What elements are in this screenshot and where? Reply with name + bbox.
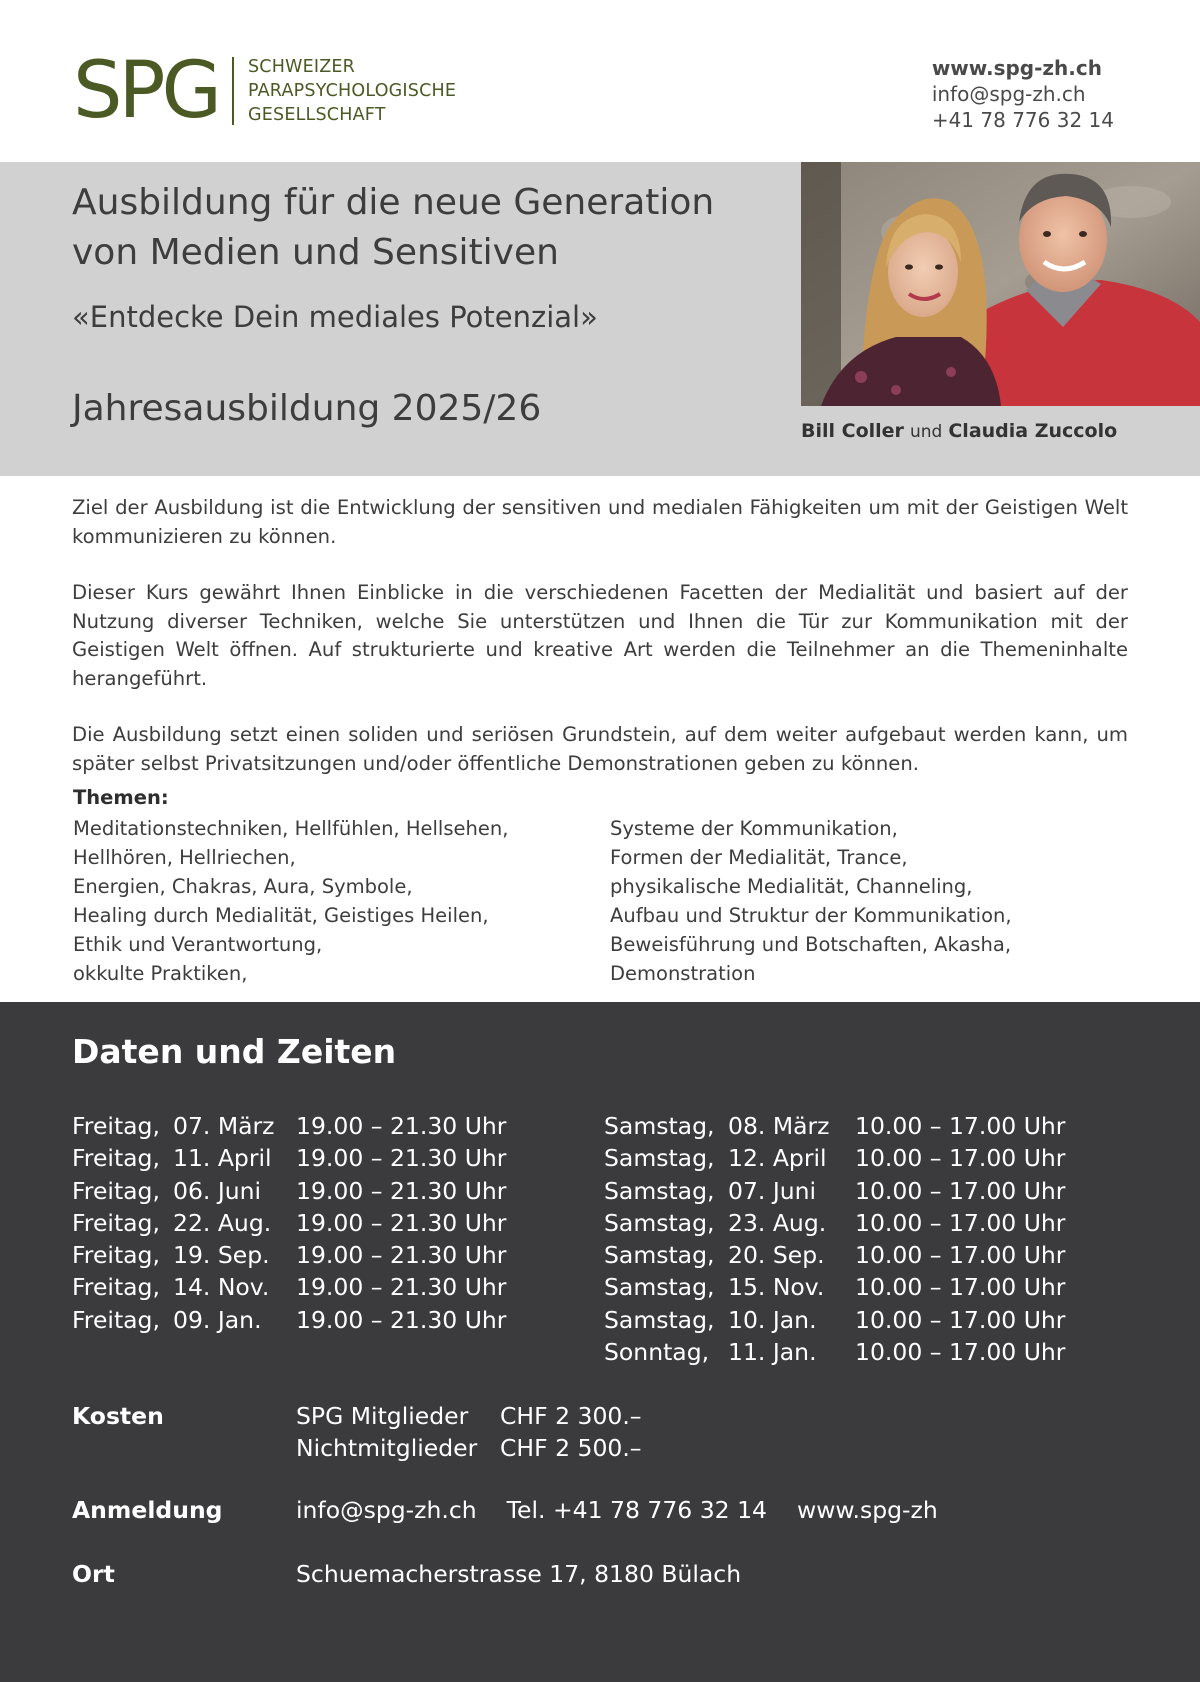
schedule-row — [604, 1110, 1065, 1142]
contact-block — [932, 55, 1114, 133]
hero-band — [0, 162, 1200, 476]
themen-item: okkulte Praktiken, — [73, 962, 248, 985]
member-label: SPG Mitglieder — [296, 1402, 469, 1430]
ort-value: Schuemacherstrasse 17, 8180 Bülach — [296, 1560, 742, 1588]
themen-heading: Themen: — [73, 786, 169, 809]
schedule-day: Freitag, — [72, 1176, 160, 1205]
schedule-date: 07. März — [173, 1112, 275, 1140]
schedule-date: 19. Sep. — [173, 1241, 270, 1270]
website-link[interactable]: www.spg-zh.ch — [931, 56, 1102, 80]
schedule-row — [604, 1336, 1065, 1368]
schedule-time: 10.00 – 17.00 Uhr — [855, 1112, 1066, 1140]
schedule-time: 10.00 – 17.00 Uhr — [855, 1176, 1066, 1205]
anmeldung-website[interactable]: www.spg-zh — [796, 1496, 938, 1524]
description-paragraph: Die Ausbildung setzt einen soliden und seriösen Grundstein, auf dem weiter aufgebaut werden kann, um später selbst Privatsitzungen und/oder öffentliche Demonstrationen geben zu können. — [72, 723, 1128, 775]
schedule-time: 10.00 – 17.00 Uhr — [855, 1208, 1066, 1237]
caption-name-claudia: Claudia Zuccolo — [948, 420, 1118, 442]
themen-item: Beweisführung und Botschaften, Akasha, — [610, 933, 1012, 956]
themen-item: Formen der Medialität, Trance, — [610, 846, 908, 869]
photo-caption — [801, 420, 1117, 442]
description — [72, 494, 1128, 806]
schedule-friday-list — [72, 1110, 506, 1336]
schedule-day: Freitag, — [72, 1273, 160, 1302]
schedule-time: 19.00 – 21.30 Uhr — [296, 1241, 507, 1270]
kosten-values — [296, 1400, 642, 1464]
schedule-time: 10.00 – 17.00 Uhr — [855, 1273, 1066, 1302]
instructors-photo — [801, 162, 1200, 406]
themen-item: Meditationstechniken, Hellfühlen, Hellsehen, — [73, 817, 509, 840]
course-year: Jahresausbildung 2025/26 — [72, 388, 542, 429]
themen-item: Healing durch Medialität, Geistiges Heilen, — [73, 904, 489, 927]
schedule-day: Sonntag, — [604, 1338, 710, 1367]
logo-line: PARAPSYCHOLOGISCHE — [248, 81, 457, 101]
schedule-day: Freitag, — [72, 1112, 160, 1140]
phone-number[interactable]: +41 78 776 32 14 — [931, 108, 1114, 132]
schedule-row — [72, 1271, 506, 1303]
schedule-date: 07. Juni — [728, 1176, 817, 1205]
schedule-date: 06. Juni — [173, 1176, 262, 1205]
schedule-day: Samstag, — [604, 1241, 715, 1270]
kosten-label: Kosten — [72, 1402, 164, 1430]
themen-item: Demonstration — [610, 962, 756, 985]
themen-list-left — [73, 814, 593, 988]
themen-item: Ethik und Verantwortung, — [73, 933, 323, 956]
schedule-date: 14. Nov. — [173, 1273, 270, 1302]
logo-text — [248, 55, 456, 127]
caption-name-bill: Bill Coller — [801, 420, 904, 442]
schedule-day: Samstag, — [604, 1112, 715, 1140]
price-row — [296, 1400, 642, 1432]
anmeldung-values — [296, 1494, 938, 1526]
schedule-heading: Daten und Zeiten — [72, 1032, 397, 1071]
anmeldung-label: Anmeldung — [72, 1496, 223, 1524]
schedule-date: 22. Aug. — [173, 1208, 272, 1237]
nonmember-label: Nichtmitglieder — [296, 1434, 478, 1462]
schedule-date: 11. Jan. — [728, 1338, 817, 1367]
page-title — [72, 178, 772, 278]
schedule-row — [72, 1110, 506, 1142]
schedule-date: 15. Nov. — [728, 1273, 825, 1302]
schedule-day: Samstag, — [604, 1176, 715, 1205]
schedule-day: Samstag, — [604, 1305, 715, 1334]
schedule-date: 20. Sep. — [728, 1241, 825, 1270]
schedule-date: 09. Jan. — [173, 1305, 262, 1334]
schedule-time: 10.00 – 17.00 Uhr — [855, 1305, 1066, 1334]
themen-item: Aufbau und Struktur der Kommunikation, — [610, 904, 1012, 927]
schedule-date: 12. April — [728, 1144, 827, 1173]
schedule-time: 19.00 – 21.30 Uhr — [296, 1112, 507, 1140]
schedule-time: 10.00 – 17.00 Uhr — [855, 1338, 1066, 1367]
spg-logo[interactable] — [73, 46, 457, 136]
themen-item: physikalische Medialität, Channeling, — [610, 875, 973, 898]
schedule-row — [72, 1207, 506, 1239]
member-price: CHF 2 300.– — [500, 1402, 642, 1430]
schedule-row — [72, 1304, 506, 1336]
logo-mark: SPG — [73, 46, 218, 136]
anmeldung-phone[interactable]: Tel. +41 78 776 32 14 — [506, 1496, 767, 1524]
anmeldung-email[interactable]: info@spg-zh.ch — [296, 1496, 477, 1524]
title-line: Ausbildung für die neue Generation — [72, 182, 715, 223]
schedule-section — [0, 1002, 1200, 1682]
schedule-day: Freitag, — [72, 1241, 160, 1270]
schedule-date: 11. April — [173, 1144, 272, 1173]
themen-list-right — [610, 814, 1170, 988]
schedule-day: Freitag, — [72, 1144, 160, 1173]
schedule-time: 19.00 – 21.30 Uhr — [296, 1176, 507, 1205]
schedule-row — [604, 1142, 1065, 1174]
photo-illustration — [801, 162, 1200, 406]
schedule-date: 23. Aug. — [728, 1208, 827, 1237]
description-paragraph: Ziel der Ausbildung ist die Entwicklung der sensitiven und medialen Fähigkeiten um mit der Geistigen Welt kommunizieren zu können. — [72, 496, 1128, 548]
schedule-date: 10. Jan. — [728, 1305, 817, 1334]
schedule-day: Freitag, — [72, 1305, 160, 1334]
schedule-day: Samstag, — [604, 1144, 715, 1173]
schedule-row — [604, 1304, 1065, 1336]
description-paragraph: Dieser Kurs gewährt Ihnen Einblicke in die verschiedenen Facetten der Medialität und basiert auf der Nutzung diverser Techniken, welche Sie unterstützen und Ihnen die Tür zur Kommunikation mit der Geistigen Welt öffnen. Auf strukturierte und kreative Art werden die Teilnehmer an die Themeninhalte herangeführt. — [72, 581, 1128, 690]
caption-and: und — [909, 422, 943, 442]
title-line: von Medien und Sensitiven — [72, 232, 559, 273]
schedule-row — [72, 1142, 506, 1174]
schedule-time: 19.00 – 21.30 Uhr — [296, 1305, 507, 1334]
schedule-row — [72, 1239, 506, 1271]
schedule-day: Samstag, — [604, 1208, 715, 1237]
themen-item: Energien, Chakras, Aura, Symbole, — [73, 875, 413, 898]
themen-item: Hellhören, Hellriechen, — [73, 846, 296, 869]
schedule-weekend-list — [604, 1110, 1065, 1368]
schedule-day: Freitag, — [72, 1208, 160, 1237]
schedule-row — [604, 1239, 1065, 1271]
schedule-time: 10.00 – 17.00 Uhr — [855, 1144, 1066, 1173]
schedule-row — [604, 1175, 1065, 1207]
nonmember-price: CHF 2 500.– — [500, 1434, 642, 1462]
logo-separator — [232, 57, 234, 125]
email-link[interactable]: info@spg-zh.ch — [931, 82, 1086, 106]
schedule-time: 19.00 – 21.30 Uhr — [296, 1144, 507, 1173]
schedule-date: 08. März — [728, 1112, 830, 1140]
ort-label: Ort — [72, 1560, 115, 1588]
header — [0, 0, 1200, 162]
schedule-row — [604, 1207, 1065, 1239]
themen-item: Systeme der Kommunikation, — [610, 817, 898, 840]
price-row — [296, 1432, 642, 1464]
schedule-time: 19.00 – 21.30 Uhr — [296, 1208, 507, 1237]
schedule-time: 10.00 – 17.00 Uhr — [855, 1241, 1066, 1270]
subtitle: «Entdecke Dein mediales Potenzial» — [72, 300, 598, 334]
schedule-row — [604, 1271, 1065, 1303]
logo-line: SCHWEIZER — [248, 57, 356, 77]
schedule-time: 19.00 – 21.30 Uhr — [296, 1273, 507, 1302]
schedule-row — [72, 1175, 506, 1207]
logo-line: GESELLSCHAFT — [248, 105, 386, 125]
schedule-day: Samstag, — [604, 1273, 715, 1302]
